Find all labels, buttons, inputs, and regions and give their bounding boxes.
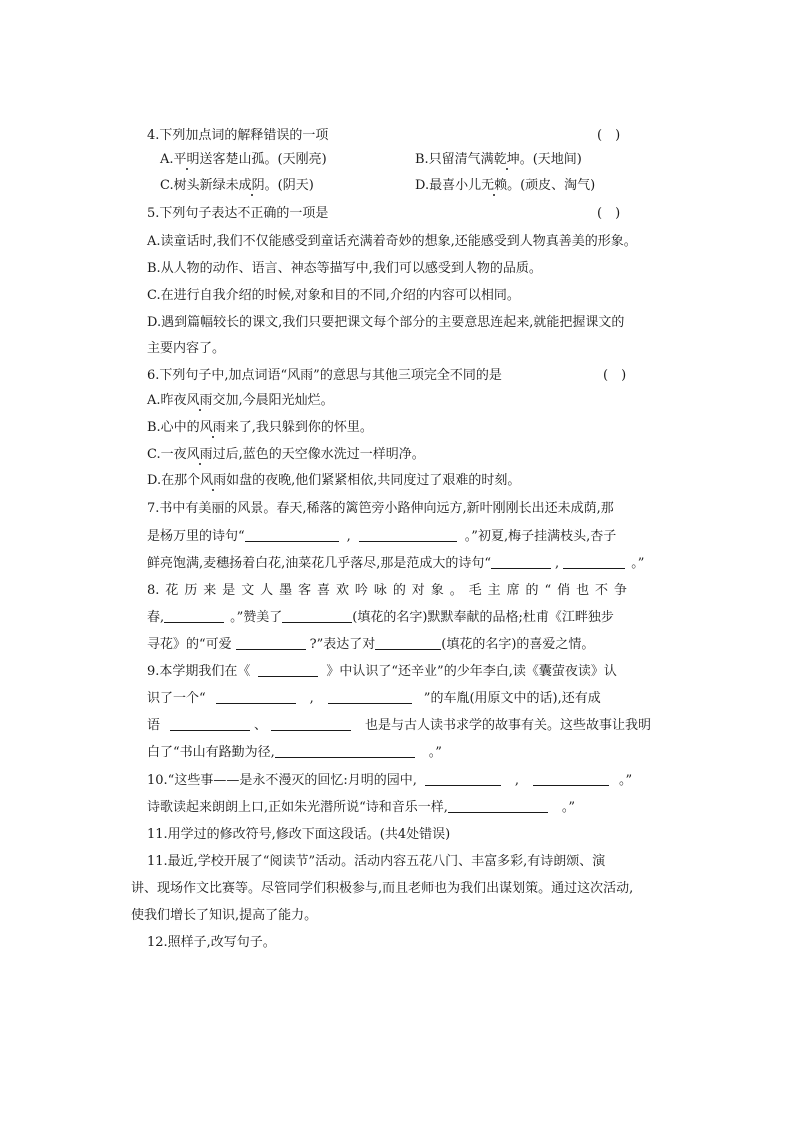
q7-text: 。”初夏,梅子挂满枝头,杏子 [464,529,617,544]
q9-blank-5[interactable] [271,717,351,731]
q9-text: 也是与古人读书求学的故事有关。这些故事让我明 [365,718,652,733]
q5-option-d-line1: D.遇到篇幅较长的课文,我们只要把课文每个部分的主要意思连起来,就能把握课文的 [147,315,625,330]
q8-line3 [147,636,594,654]
q6-answer-paren[interactable]: ( ) [603,368,627,383]
q6-option-c [147,446,425,464]
q10-text: 。” [618,773,633,788]
q9-text: 》中认识了“还辛业”的少年李白,读《囊萤夜读》认 [326,664,617,679]
q6-option-d [147,472,520,490]
q8-blank-3[interactable] [236,636,306,650]
q9-text: 、 [254,718,268,733]
q5-option-a: A.读童话时,我们不仅能感受到童话充满着奇妙的想象,还能感受到人物真善美的形象。 [147,234,637,249]
q11-stem: 11.用学过的修改符号,修改下面这段话。(共4处错误) [147,827,451,842]
q10-text: 诗歌读起来朗朗上口,正如朱光潜所说“诗和音乐一样, [147,800,448,815]
q6-b-post: 来了,我只躲到你的怀里。 [225,420,373,435]
q4-c-pre: C.树头新绿未 [160,178,239,193]
q7-text: 。” [631,556,645,571]
q9-text: , [309,691,314,706]
q4-option-b [415,151,582,169]
q4-b-pre: B.只留清气满 [415,152,494,167]
q10-text: , [514,773,519,788]
q4-a-pre: A. [160,152,174,167]
q4-b-post: 。(天地间) [519,152,582,167]
q9-line3 [147,717,651,735]
q12-stem: 12.照样子,改写句子。 [147,935,276,950]
q7-line3 [147,555,644,573]
q9-text: 。” [428,745,442,760]
q4-option-c [160,177,314,195]
q7-blank-1[interactable] [245,528,339,542]
q7-line2 [147,528,616,546]
q5-option-d-line2: 主要内容了。 [147,341,226,356]
q10-blank-3[interactable] [448,799,548,813]
q10-blank-2[interactable] [533,772,609,786]
q10-text: 。” [561,800,576,815]
q6-a-post: 交加,今晨阳光灿烂。 [212,393,334,408]
q4-c-dot: 成阴 [238,178,265,193]
q6-option-b [147,419,373,437]
q4-c-post: 。(阴天) [264,178,314,193]
q5-option-b: B.从人物的动作、语言、神态等描写中,我们可以感受到人物的品质。 [147,261,542,276]
q9-blank-3[interactable] [328,690,412,704]
q7-text: , [555,556,560,571]
q7-text: 是杨万里的诗句“ [147,529,245,544]
q4-option-d [415,177,595,195]
q8-text: 寻花》的“可爱 [147,637,232,652]
q6-c-post: 过后,蓝色的天空像水洗过一样明净。 [212,447,425,462]
q8-line2 [147,609,614,627]
q9-blank-2[interactable] [216,690,296,704]
q6-c-pre: C.一夜 [147,447,187,462]
q11-paragraph-line2: 讲、现场作文比赛等。尽管同学们积极参与,而且老师也为我们出谋划策。通过这次活动, [131,881,634,896]
q4-stem: 4.下列加点词的解释错误的一项 [147,128,329,143]
q5-answer-paren[interactable]: ( ) [597,206,621,221]
q9-line1 [147,663,617,681]
q7-blank-3[interactable] [491,555,551,569]
q4-option-a [160,151,327,169]
q10-line1 [147,772,632,790]
q6-d-pre: D.在那个 [147,473,201,488]
q9-blank-6[interactable] [275,744,415,758]
q9-text: 9.本学期我们在《 [147,664,251,679]
q7-blank-4[interactable] [563,555,625,569]
q4-answer-paren[interactable]: ( ) [597,128,621,143]
q10-blank-1[interactable] [425,772,501,786]
q6-option-a [147,392,334,410]
q8-text: (填花的名字)的喜爱之情。 [441,637,595,652]
q5-option-c: C.在进行自我介绍的时候,对象和目的不同,介绍的内容可以相同。 [147,288,520,303]
q8-text: ?”表达了对 [309,637,376,652]
q6-a-dot: 风雨 [186,393,213,408]
q6-a-pre: A.昨夜 [147,393,187,408]
q4-d-post: 。(顽皮、淘气) [507,178,596,193]
q7-blank-2[interactable] [359,528,457,542]
q7-line1: 7.书中有美丽的风景。春天,稀落的篱笆旁小路伸向远方,新叶刚刚长出还未成荫,那 [147,501,614,516]
q9-text: 识了一个“ [147,691,206,706]
q9-blank-1[interactable] [258,663,318,677]
q6-c-dot: 风雨 [186,447,213,462]
q4-d-pre: D.最喜小儿 [415,178,482,193]
q9-text: ”的车胤(用原文中的话),还有成 [423,691,601,706]
q8-text: 春, [147,610,165,625]
q6-stem: 6.下列句子中,加点词语“风雨”的意思与其他三项完全不同的是 [147,368,502,383]
q4-a-dot: 平明 [173,152,200,167]
q4-b-dot: 乾坤 [493,152,520,167]
q8-text: (填花的名字)默默奉献的品格;杜甫《江畔独步 [352,610,614,625]
q6-b-pre: B.心中的 [147,420,200,435]
q8-blank-1[interactable] [164,609,224,623]
q7-text: , [346,529,351,544]
q11-paragraph-line3: 使我们增长了知识,提高了能力。 [131,908,318,923]
q9-blank-4[interactable] [170,717,250,731]
q4-d-dot: 无赖 [481,178,508,193]
q8-text: 。”赞美了 [230,610,283,625]
q9-text: 语 [147,718,161,733]
q10-text: 10.“这些事——是永不漫灭的回忆:月明的园中, [147,773,417,788]
q4-a-post: 送客楚山孤。(天刚亮) [199,152,327,167]
q8-blank-2[interactable] [282,609,352,623]
q9-line4 [147,744,442,762]
q11-paragraph-line1: 11.最近,学校开展了“阅读节”活动。活动内容五花八门、丰富多彩,有诗朗颂、演 [147,854,606,869]
q10-line2 [147,799,575,817]
q9-line2 [147,690,601,708]
q5-stem: 5.下列句子表达不正确的一项是 [147,206,329,221]
q8-blank-4[interactable] [375,636,441,650]
q9-text: 白了“书山有路勤为径, [147,745,275,760]
q7-text: 鲜亮饱满,麦穗扬着白花,油菜花几乎落尽,那是范成大的诗句“ [147,556,492,571]
q6-d-dot: 风雨 [200,473,227,488]
q6-d-post: 如盘的夜晚,他们紧紧相依,共同度过了艰难的时刻。 [226,473,521,488]
q6-b-dot: 风雨 [199,420,226,435]
q8-line1: 8.花历来是文人墨客喜欢吟咏的对象。毛主席的“俏也不争 [147,583,627,598]
